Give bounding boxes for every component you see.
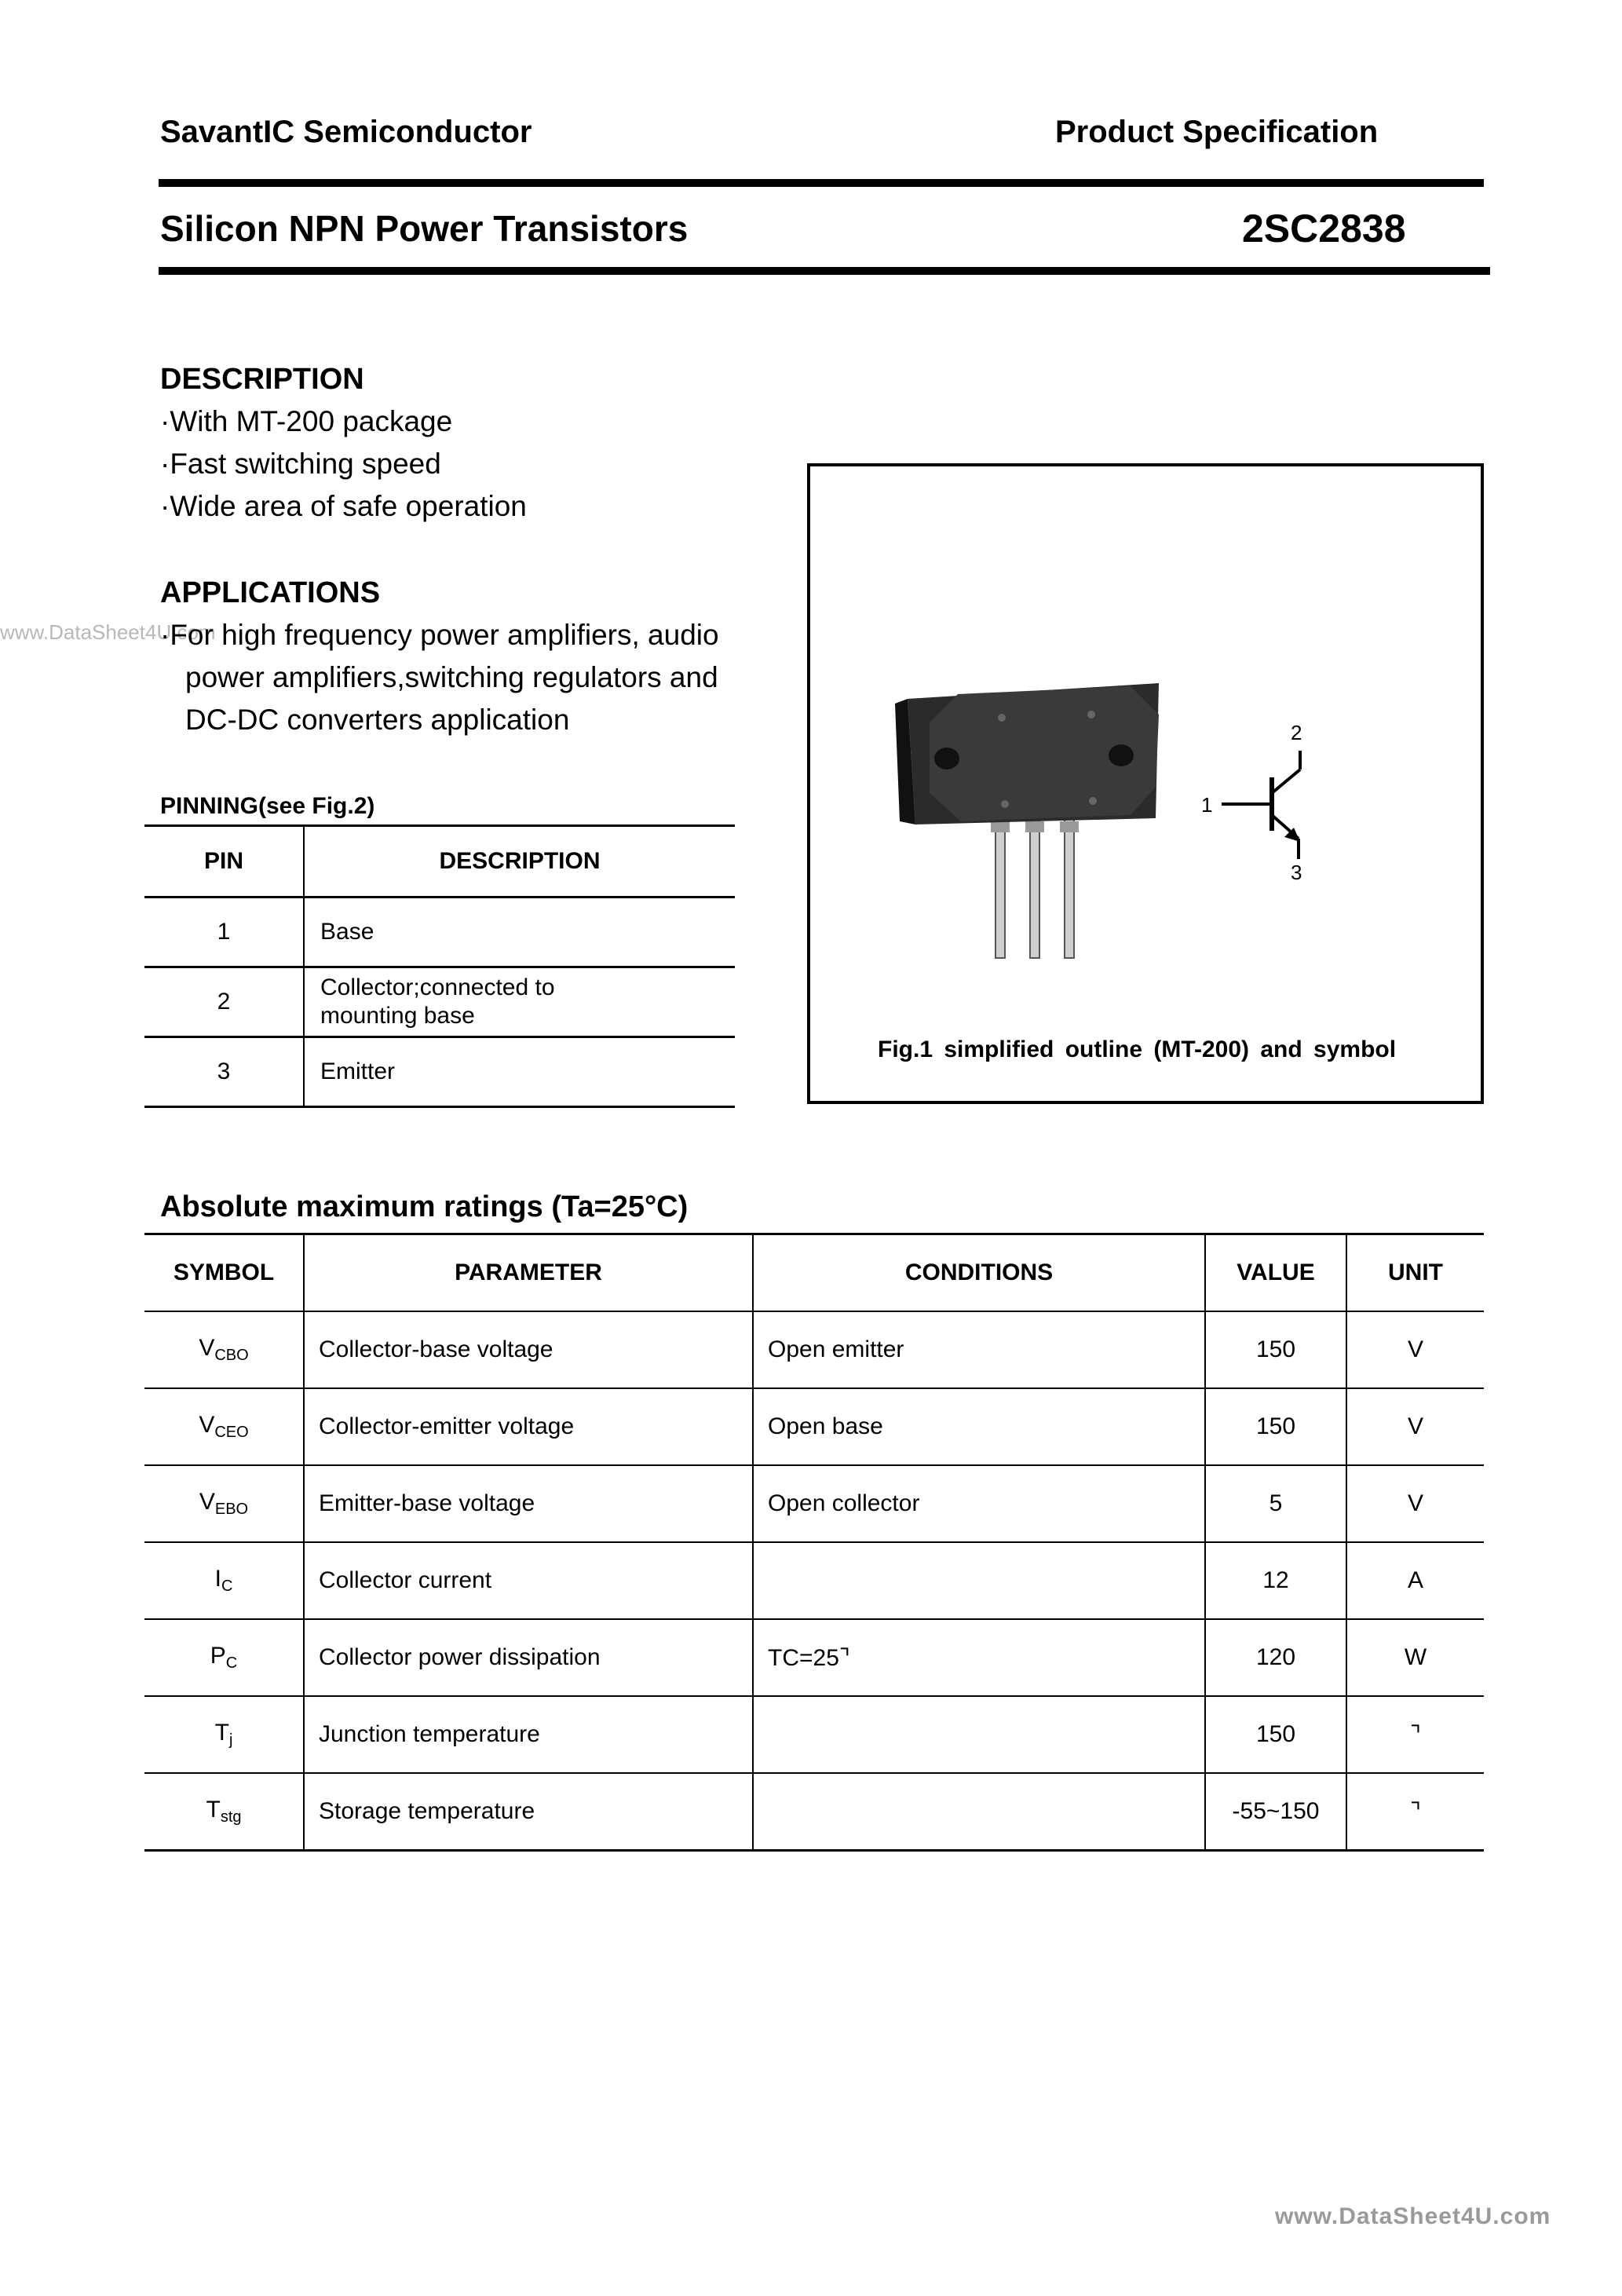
table-row [144, 1388, 1484, 1465]
pin-header: PIN [144, 826, 304, 898]
description-item: ·Wide area of safe operation [160, 490, 527, 522]
condition: Open emitter [753, 1311, 1205, 1388]
symbol: T [214, 1720, 229, 1746]
description-item: ·With MT-200 package [160, 405, 453, 437]
symbol-cell [144, 1619, 304, 1696]
parameter: Emitter-base voltage [304, 1465, 753, 1542]
unit: A [1346, 1542, 1484, 1619]
table-row [144, 967, 735, 1037]
part-number: 2SC2838 [1242, 207, 1406, 250]
pin-2-label: 2 [1291, 721, 1302, 744]
watermark-text: www.DataSheet4U.com [0, 620, 216, 644]
condition [753, 1542, 1205, 1619]
header-rule-bottom [159, 267, 1490, 275]
pin-description-cell [304, 967, 735, 1037]
pin-description: Emitter [304, 1037, 735, 1107]
unit: V [1346, 1465, 1484, 1542]
parameter: Collector-base voltage [304, 1311, 753, 1388]
symbol-subscript: CBO [214, 1347, 249, 1364]
unit: V [1346, 1388, 1484, 1465]
value: 12 [1205, 1542, 1346, 1619]
symbol-header: SYMBOL [144, 1234, 304, 1312]
conditions-header: CONDITIONS [753, 1234, 1205, 1312]
value: 150 [1205, 1311, 1346, 1388]
unit: W [1346, 1619, 1484, 1696]
table-row [144, 898, 735, 967]
parameter: Collector current [304, 1542, 753, 1619]
table-row [144, 1542, 1484, 1619]
applications-heading: APPLICATIONS [160, 576, 381, 609]
ratings-title: Absolute maximum ratings (Ta=25°C) [160, 1190, 689, 1223]
table-row [144, 1465, 1484, 1542]
condition: Open collector [753, 1465, 1205, 1542]
value: 150 [1205, 1696, 1346, 1773]
symbol: P [210, 1643, 226, 1669]
document-type: Product Specification [1055, 115, 1379, 149]
figure-caption: Fig.1 simplified outline (MT-200) and symbol [878, 1036, 1397, 1062]
footer-url[interactable]: www.DataSheet4U.com [1275, 2203, 1551, 2229]
pin-number: 3 [144, 1037, 304, 1107]
parameter: Junction temperature [304, 1696, 753, 1773]
table-row [144, 1311, 1484, 1388]
ratings-table [144, 1233, 1484, 1852]
table-row [144, 1619, 1484, 1696]
parameter: Collector power dissipation [304, 1619, 753, 1696]
company-name: SavantIC Semiconductor [160, 115, 532, 149]
description-item: ·Fast switching speed [160, 448, 441, 480]
symbol-subscript: CEO [214, 1424, 249, 1441]
symbol-cell [144, 1388, 304, 1465]
table-row [144, 1037, 735, 1107]
npn-transistor-symbol-icon [1201, 715, 1343, 895]
value-header: VALUE [1205, 1234, 1346, 1312]
value: 120 [1205, 1619, 1346, 1696]
condition [753, 1696, 1205, 1773]
condition [753, 1773, 1205, 1851]
pinning-table [144, 824, 735, 1108]
pin-3-label: 3 [1291, 861, 1302, 884]
pin-1-label: 1 [1201, 793, 1213, 817]
applications-line: DC-DC converters application [185, 704, 570, 736]
symbol-subscript: C [225, 1654, 238, 1672]
symbol: T [206, 1797, 221, 1823]
table-row [144, 1773, 1484, 1851]
pin-description: Collector;connected to mounting base [320, 974, 555, 1029]
parameter-header: PARAMETER [304, 1234, 753, 1312]
pin-description-header: DESCRIPTION [304, 826, 735, 898]
applications-line: ·For high frequency power amplifiers, audio [160, 619, 719, 651]
applications-line: power amplifiers,switching regulators and [185, 661, 718, 693]
condition: Open base [753, 1388, 1205, 1465]
pin-description: Base [304, 898, 735, 967]
applications-text [160, 614, 719, 741]
description-heading: DESCRIPTION [160, 363, 364, 396]
description-list [160, 400, 527, 528]
symbol-cell [144, 1773, 304, 1851]
pinning-header-row [144, 826, 735, 898]
symbol-subscript: stg [220, 1808, 242, 1826]
pin-number: 1 [144, 898, 304, 967]
parameter: Storage temperature [304, 1773, 753, 1851]
unit: V [1346, 1311, 1484, 1388]
product-series: Silicon NPN Power Transistors [160, 208, 689, 249]
symbol: V [199, 1489, 215, 1515]
symbol-cell [144, 1542, 304, 1619]
unit: ⌝ [1346, 1773, 1484, 1851]
ratings-header-row [144, 1234, 1484, 1312]
header-rule-top [159, 179, 1484, 187]
value: 5 [1205, 1465, 1346, 1542]
symbol: I [214, 1566, 221, 1592]
symbol: V [199, 1412, 215, 1438]
unit: ⌝ [1346, 1696, 1484, 1773]
symbol: V [199, 1335, 215, 1361]
table-row [144, 1696, 1484, 1773]
value: 150 [1205, 1388, 1346, 1465]
unit-header: UNIT [1346, 1234, 1484, 1312]
symbol-subscript: EBO [214, 1501, 249, 1518]
package-outline-image [895, 683, 1193, 966]
symbol-cell [144, 1696, 304, 1773]
symbol-cell [144, 1465, 304, 1542]
symbol-subscript: j [228, 1731, 233, 1749]
symbol-subscript: C [221, 1578, 233, 1595]
symbol-cell [144, 1311, 304, 1388]
pinning-title: PINNING(see Fig.2) [160, 793, 375, 819]
value: -55~150 [1205, 1773, 1346, 1851]
parameter: Collector-emitter voltage [304, 1388, 753, 1465]
condition: TC=25⌝ [753, 1619, 1205, 1696]
pin-number: 2 [144, 967, 304, 1037]
